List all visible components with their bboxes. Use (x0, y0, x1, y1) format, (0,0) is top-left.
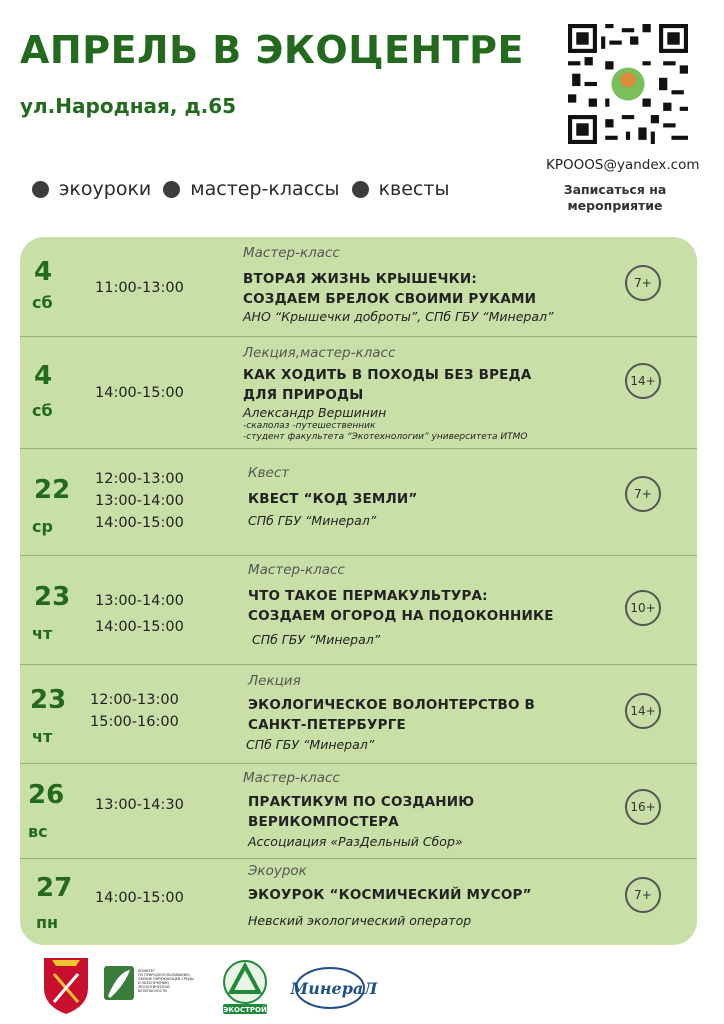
event-name: КАК ХОДИТЬ В ПОХОДЫ БЕЗ ВРЕДА ДЛЯ ПРИРОДЫ (243, 367, 532, 403)
event-times: 13:00-14:00 14:00-15:00 (95, 593, 184, 635)
event-weekday: сб (32, 401, 53, 420)
event-type: Лекция (248, 673, 301, 689)
event-row (20, 764, 697, 859)
signup-note: Записаться на мероприятие (563, 182, 667, 213)
event-type: Мастер-класс (243, 245, 340, 261)
legend-item-masterclasses: мастер-классы (163, 178, 339, 200)
age-badge: 7+ (625, 877, 661, 913)
event-organizer: АНО “Крышечки доброты”, СПб ГБУ “Минерал” (243, 309, 554, 324)
event-day: 23 (30, 685, 67, 715)
event-type: Квест (248, 465, 290, 481)
event-day: 26 (28, 780, 65, 810)
committee-logo (104, 966, 195, 1000)
event-name: ЧТО ТАКОЕ ПЕРМАКУЛЬТУРА: СОЗДАЕМ ОГОРОД НА ПОДОКОННИКЕ (248, 588, 554, 624)
svg-text:МинераЛ: МинераЛ (290, 979, 378, 998)
contact-email[interactable]: KPOOOS@yandex.com (546, 157, 700, 173)
event-weekday: ср (32, 517, 53, 536)
qr-code-icon[interactable] (568, 24, 688, 144)
event-name: ЭКОУРОК “КОСМИЧЕСКИЙ МУСОР” (248, 887, 532, 903)
bullet-icon (163, 181, 180, 198)
partner-logos (38, 952, 398, 1018)
age-badge: 10+ (625, 590, 661, 626)
legend-item-ecolessons: экоуроки (32, 178, 151, 200)
event-organizer: Невский экологический оператор (248, 913, 472, 928)
event-name: ПРАКТИКУМ ПО СОЗДАНИЮ ВЕРИКОМПОСТЕРА (248, 794, 475, 830)
mineral-logo (290, 968, 379, 1008)
bullet-icon (352, 181, 369, 198)
age-badge: 14+ (625, 363, 661, 399)
event-row (20, 859, 697, 945)
event-organizer: СПб ГБУ “Минерал” (252, 632, 381, 647)
event-name: КВЕСТ “КОД ЗЕМЛИ” (248, 491, 418, 507)
event-row (20, 665, 697, 764)
event-weekday: чт (32, 624, 53, 643)
event-organizer: СПб ГБУ “Минерал” (248, 513, 377, 528)
age-badge: 14+ (625, 693, 661, 729)
svg-text:ЭКОСТРОЙ: ЭКОСТРОЙ (223, 1006, 267, 1014)
event-times: 13:00-14:30 (95, 797, 184, 813)
event-day: 27 (36, 873, 73, 903)
event-row (20, 449, 697, 556)
event-organizer: Александр Вершинин (243, 405, 387, 420)
spb-coat-of-arms-icon (44, 958, 88, 1014)
event-day: 22 (34, 475, 71, 505)
event-times: 12:00-13:00 15:00-16:00 (90, 692, 179, 730)
event-day: 4 (34, 257, 53, 287)
event-name: ЭКОЛОГИЧЕСКОЕ ВОЛОНТЕРСТВО В САНКТ-ПЕТЕРБУРГЕ (248, 697, 536, 733)
event-times: 14:00-15:00 (95, 890, 184, 906)
event-times: 14:00-15:00 (95, 385, 184, 401)
event-row (20, 337, 697, 449)
event-times: 12:00-13:00 13:00-14:00 14:00-15:00 (95, 471, 184, 531)
event-row (20, 237, 697, 337)
bullet-icon (32, 181, 49, 198)
address: ул.Народная, д.65 (20, 94, 237, 118)
legend (32, 178, 449, 200)
event-weekday: вс (28, 822, 48, 841)
event-organizer: СПб ГБУ “Минерал” (246, 737, 375, 752)
event-type: Лекция,мастер-класс (243, 345, 396, 361)
age-badge: 16+ (625, 789, 661, 825)
ecostroy-logo (223, 961, 267, 1014)
schedule-card (20, 237, 697, 945)
event-weekday: чт (32, 727, 53, 746)
age-badge: 7+ (625, 265, 661, 301)
event-day: 23 (34, 582, 71, 612)
event-type: Мастер-класс (248, 562, 345, 578)
legend-item-quests: квесты (352, 178, 450, 200)
event-row (20, 556, 697, 665)
event-type: Экоурок (248, 863, 307, 879)
svg-text:КОМИТЕТ ПО ПРИРОДОПОЛЬЗО: КОМИТЕТ ПО ПРИРОДОПОЛЬЗОВАНИЮ, ОХРАНЕ ОКРУЖАЮЩЕЙ СРЕДЫ И ОБЕСПЕЧЕНИЮ ЭКОЛОГИЧЕСКОЙ БЕЗОПАСНОСТИ (138, 969, 194, 993)
event-type: Мастер-класс (243, 770, 340, 786)
event-organizer: Ассоциация «РазДельный Сбор» (248, 834, 463, 849)
event-name: ВТОРАЯ ЖИЗНЬ КРЫШЕЧКИ: СОЗДАЕМ БРЕЛОК СВОИМИ РУКАМИ (243, 271, 537, 307)
page-title: АПРЕЛЬ В ЭКОЦЕНТРЕ (20, 28, 524, 72)
event-day: 4 (34, 361, 53, 391)
event-weekday: сб (32, 293, 53, 312)
event-weekday: пн (36, 913, 59, 932)
age-badge: 7+ (625, 476, 661, 512)
event-times: 11:00-13:00 (95, 280, 184, 296)
speaker-notes: -скалолаз -путешественник -студент факультета “Экотехнологии” университета ИТМО (243, 421, 528, 442)
